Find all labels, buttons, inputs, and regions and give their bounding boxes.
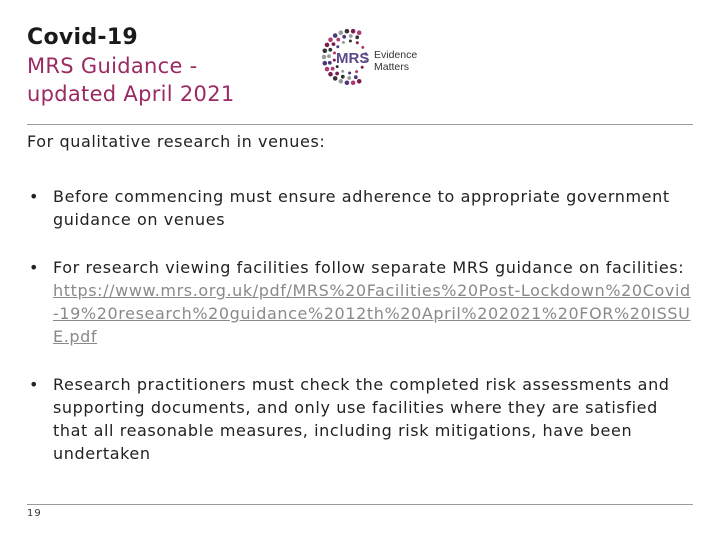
logo-dot [342,35,346,39]
bullet-marker: • [29,187,40,206]
logo-dot [339,30,344,35]
bullet-item [27,373,695,465]
logo-dot [351,29,356,34]
logo-dot [342,41,345,44]
bullet-list [27,185,695,465]
logo-dot [351,81,356,86]
logo-dot [333,33,338,38]
logo-dot [335,72,339,76]
logo-dot [345,81,350,86]
logo-dot [357,79,362,84]
footer-divider [27,504,693,505]
logo-dot [332,42,336,46]
logo-dot [331,67,335,71]
mrs-evidence-matters-logo [322,24,462,90]
logo-dot [328,48,332,52]
logo-dot [322,55,326,60]
intro-text: For qualitative research in venues: [27,132,326,151]
slide-title: Covid-19 [27,25,139,50]
logo-dot [325,43,330,48]
bullet-text: Research practitioners must check the completed risk assessments and supporting documents, and only use facilities where they are satisfied that all reasonable measures, including risk mitigations, have been undertaken [53,375,670,463]
logo-dot [328,72,333,77]
logo-dot [348,72,351,75]
logo-mark: MRS [336,50,370,67]
logo-dot [323,61,328,66]
facilities-guidance-link[interactable]: https://www.mrs.org.uk/pdf/MRS%20Facilities%20Post-Lockdown%20Covid-19%20research%20guidance%2012th%20April%202021%20FOR%20ISSUE.pdf [53,281,691,346]
title-block [27,24,235,108]
logo-dot [354,75,358,79]
logo-dot [347,76,351,80]
logo-dot [325,67,330,72]
logo-dot [361,46,364,49]
header-divider [27,124,693,125]
slide-subtitle-line-1: MRS Guidance - [27,54,198,78]
bullet-text: For research viewing facilities follow separate MRS guidance on facilities: [53,258,685,277]
logo-dot [349,40,352,43]
page-number: 19 [27,508,42,519]
logo-text-line-1: Evidence [374,49,418,61]
slide-subtitle-line-2: updated April 2021 [27,82,235,106]
logo-dot [341,70,344,73]
bullet-item [27,256,695,348]
logo-dot [333,76,338,81]
logo-dot [336,45,339,48]
logo-dot [341,75,345,79]
logo-text-line-2: Matters [374,61,410,73]
logo-dot [355,70,358,73]
logo-dot [339,79,344,84]
bullet-item [27,185,695,231]
logo-dot [328,38,333,43]
logo-dot [345,29,350,34]
bullet-marker: • [29,258,40,277]
logo-dot [323,49,328,54]
logo-dot [327,54,331,58]
logo-dot [336,38,340,42]
logo-dot [328,61,332,65]
bullet-marker: • [29,375,40,394]
logo-dot [357,30,362,35]
bullet-text: Before commencing must ensure adherence to appropriate government guidance on venues [53,187,670,229]
logo-dot [356,41,359,44]
logo-dot [349,34,353,38]
logo-dot [355,35,359,39]
